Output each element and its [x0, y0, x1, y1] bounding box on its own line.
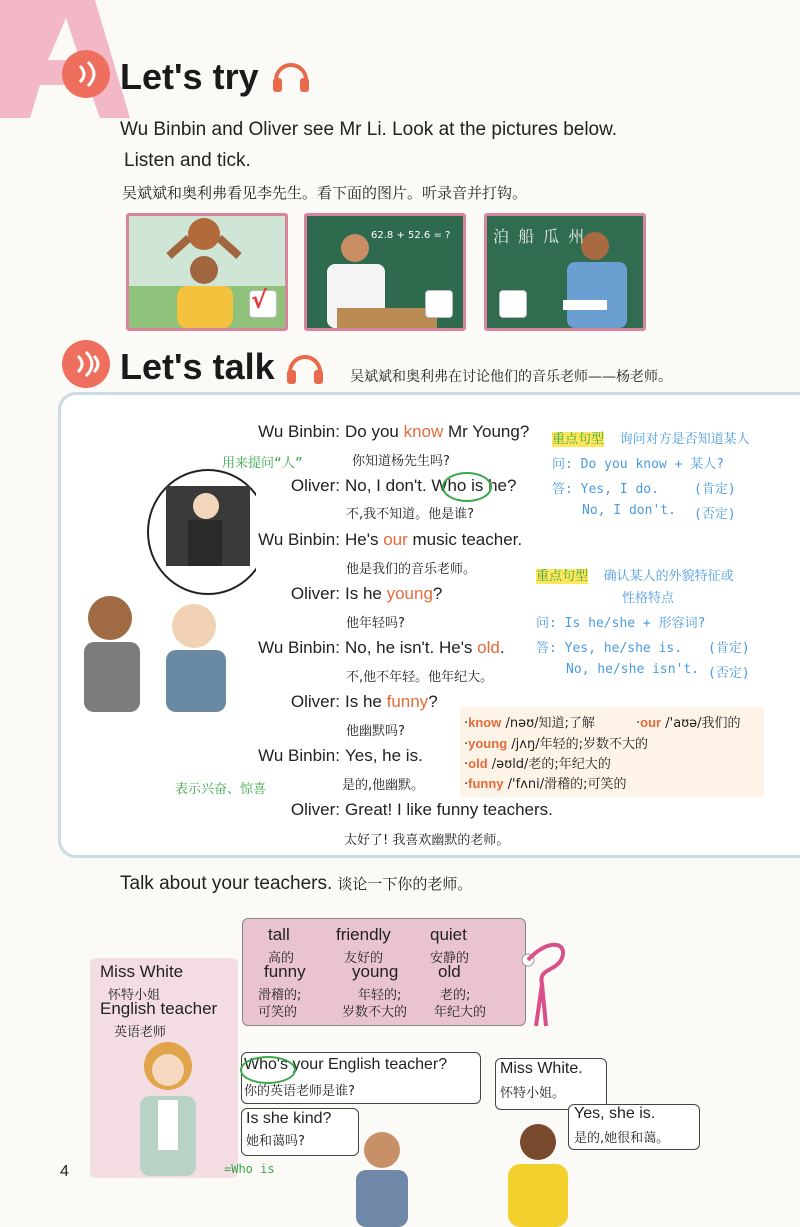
dialogue-translation: 他是我们的音乐老师。 — [346, 562, 477, 577]
affirmative-tag: (肯定) — [708, 641, 750, 656]
key-pattern-1-negative: No, I don't. — [582, 503, 676, 518]
dialogue-line: Do you know Mr Young? — [345, 422, 530, 441]
dialogue-line: Is he funny? — [345, 692, 438, 711]
listen-sound-icon — [60, 48, 112, 100]
word-cn: 高的 — [268, 951, 295, 966]
bubble-cn: 是的,她很和蔼。 — [574, 1131, 670, 1146]
negative-tag: (否定) — [694, 507, 736, 522]
who-usage-note: 用来提问“人” — [222, 456, 303, 471]
instruction-line-2: Listen and tick. — [124, 150, 251, 171]
tick-mark-icon: √ — [251, 286, 268, 314]
dialogue-translation: 不,我不知道。他是谁? — [346, 507, 475, 522]
dialogue-speaker: Oliver: — [290, 692, 340, 711]
blackboard-math-text: 62.8 + 52.6 = ? — [371, 230, 451, 241]
headphones-icon — [284, 346, 326, 390]
bubble-text: Yes, she is. — [574, 1105, 656, 1122]
instruction-line-1: Wu Binbin and Oliver see Mr Li. Look at the pictures below. — [120, 119, 618, 140]
dialogue-line: He's our music teacher. — [345, 530, 523, 549]
blackboard-chinese-text: 泊 船 瓜 州 — [493, 227, 587, 246]
boy-yellow-hoodie-illustration — [490, 1120, 590, 1227]
word-cn: 年纪大的 — [434, 1005, 487, 1020]
vocab-item: ·funny /'fʌni/滑稽的;可笑的 — [464, 776, 627, 792]
key-pattern-1-question: 问: Do you know + 某人? — [552, 457, 725, 472]
talk-sound-icon — [60, 338, 112, 390]
dialogue-speaker: Oliver: — [290, 476, 340, 495]
dialogue-line: Yes, he is. — [345, 746, 423, 765]
page-number: 4 — [60, 1163, 69, 1180]
dialogue-translation: 他幽默吗? — [346, 724, 405, 739]
word-en: quiet — [430, 925, 467, 944]
vocab-item: ·our /'aʊə/我们的 — [636, 715, 741, 731]
lets-talk-title: Let's talk — [120, 346, 275, 387]
picture-math-teacher — [304, 213, 466, 331]
whos-usage-note: =Who is — [224, 1162, 275, 1176]
picture-basketball — [126, 213, 288, 331]
dialogue-line: No, I don't. Who is he? — [345, 476, 517, 495]
bubble-text: Is she kind? — [246, 1110, 332, 1127]
dialogue-translation: 他年轻吗? — [346, 616, 405, 631]
lets-try-title: Let's try — [120, 56, 259, 97]
key-pattern-2: 重点句型 确认某人的外貌特征或 — [536, 569, 734, 584]
great-usage-note: 表示兴奋、惊喜 — [175, 782, 267, 797]
word-cn: 岁数不大的 — [342, 1005, 408, 1020]
teacher-role: English teacher — [100, 999, 218, 1018]
word-cn: 安静的 — [430, 951, 470, 966]
key-pattern-tag: 重点句型 — [552, 432, 605, 447]
instruction-cn: 吴斌斌和奥利弗看见李先生。看下面的图片。听录音并打钩。 — [122, 184, 528, 202]
word-en: old — [438, 962, 461, 981]
teacher-role-cn: 英语老师 — [114, 1025, 167, 1040]
key-pattern-1: 重点句型 询问对方是否知道某人 — [552, 432, 750, 447]
key-pattern-2-answer: 答: Yes, he/she is. — [536, 641, 683, 656]
vocab-item: ·know /nəʊ/知道;了解 — [464, 715, 595, 731]
bubble-cn: 她和蔼吗? — [246, 1134, 305, 1149]
word-cn: 老的; — [440, 988, 471, 1003]
headphones-icon — [270, 54, 312, 98]
teacher-name: Miss White — [100, 962, 184, 981]
dialogue-speaker: Wu Binbin: — [258, 530, 340, 549]
dialogue-line: Great! I like funny teachers. — [345, 800, 553, 819]
key-pattern-2-desc: 性格特点 — [622, 591, 675, 606]
affirmative-tag: (肯定) — [694, 482, 736, 497]
dialogue-translation: 不,他不年轻。他年纪大。 — [346, 670, 494, 685]
word-en: young — [352, 962, 399, 981]
word-en: tall — [268, 925, 290, 944]
word-en: friendly — [336, 925, 391, 944]
negative-tag: (否定) — [708, 666, 750, 681]
dialogue-speaker: Wu Binbin: — [258, 746, 340, 765]
who-circle-mark — [442, 472, 492, 502]
dialogue-translation: 是的,他幽默。 — [342, 778, 425, 793]
tick-box-3[interactable] — [499, 290, 527, 318]
word-cn: 年轻的; — [358, 988, 402, 1003]
vocab-item: ·young /jʌŋ/年轻的;岁数不大的 — [464, 736, 648, 752]
dialogue-translation: 太好了! 我喜欢幽默的老师。 — [344, 833, 510, 848]
key-pattern-2-question: 问: Is he/she + 形容词? — [536, 616, 706, 631]
bubble-cn: 怀特小姐。 — [500, 1086, 566, 1101]
miss-white-illustration — [112, 1040, 222, 1176]
word-cn: 可笑的 — [258, 1005, 298, 1020]
word-cn: 友好的 — [344, 951, 384, 966]
key-pattern-1-answer: 答: Yes, I do. — [552, 482, 659, 497]
dialogue-speaker: Oliver: — [290, 584, 340, 603]
bubble-text: Miss White. — [500, 1060, 583, 1077]
lets-talk-subtitle: 吴斌斌和奥利弗在讨论他们的音乐老师——杨老师。 — [350, 369, 672, 385]
word-en: funny — [264, 962, 306, 981]
tick-box-2[interactable] — [425, 290, 453, 318]
dialogue-line: Is he young? — [345, 584, 443, 603]
key-pattern-2-negative: No, he/she isn't. — [566, 662, 700, 677]
boy-blue-sweater-illustration — [344, 1130, 420, 1227]
word-cn: 滑稽的; — [258, 988, 302, 1003]
ribbon-decoration-icon — [518, 928, 574, 1028]
teacher-name-cn: 怀特小姐 — [108, 988, 161, 1003]
dialogue-line: No, he isn't. He's old. — [345, 638, 505, 657]
picture-chinese-teacher — [484, 213, 646, 331]
bubble-text: Who's your English teacher? — [244, 1056, 448, 1073]
dialogue-speaker: Wu Binbin: — [258, 422, 340, 441]
teachers-instruction: Talk about your teachers. 谈论一下你的老师。 — [120, 873, 473, 894]
dialogue-speaker: Wu Binbin: — [258, 638, 340, 657]
bubble-cn: 你的英语老师是谁? — [244, 1084, 355, 1099]
vocab-item: ·old /əʊld/老的;年纪大的 — [464, 756, 611, 772]
dialogue-translation: 你知道杨先生吗? — [352, 454, 450, 469]
key-pattern-tag: 重点句型 — [536, 569, 589, 584]
dialogue-speaker: Oliver: — [290, 800, 340, 819]
